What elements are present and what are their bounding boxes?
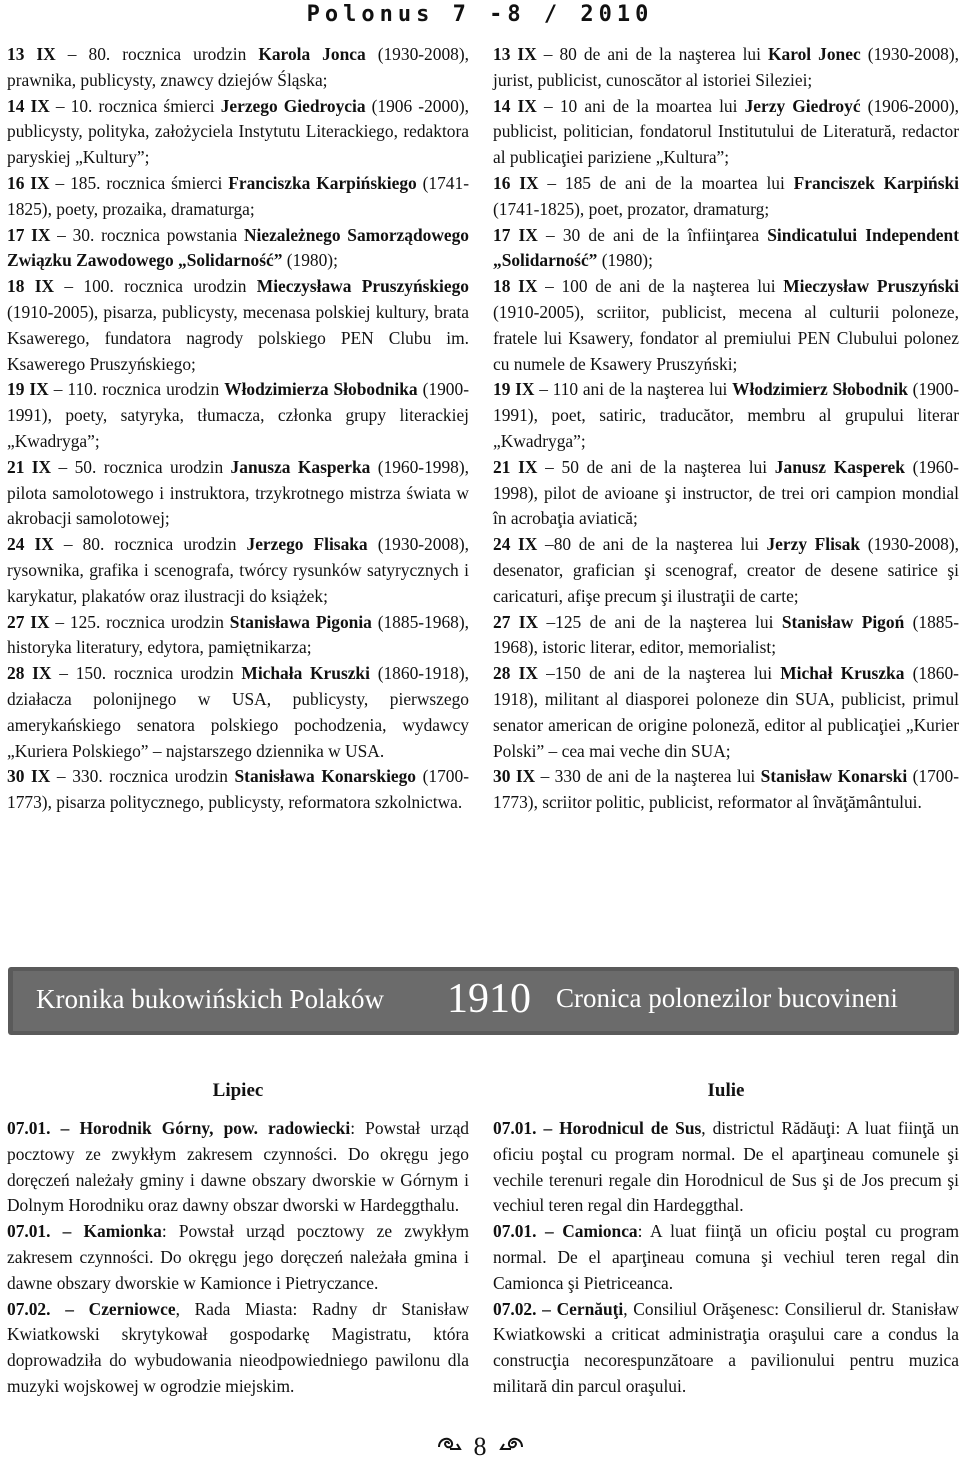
entry-paragraph xyxy=(493,532,959,609)
entry-text: (1900-1991), poety, satyryka, tłumacza, członka grupy literackiej „Kwadryga”; xyxy=(7,379,469,451)
entry-text: – 80 de ani de la naşterea lui xyxy=(536,44,768,64)
entry-name: Stanisława Konarskiego xyxy=(234,766,417,787)
running-header xyxy=(0,0,960,28)
entry-text: (1700-1773), scriitor politic, publicist, reformator al învăţământului. xyxy=(493,766,959,813)
entry-date: 24 IX xyxy=(7,534,54,555)
entry-name: Jerzego Giedroycia xyxy=(220,95,366,116)
entry-name: Sindicatului Independent „Solidarność” xyxy=(493,224,959,271)
snail-ornament-icon xyxy=(436,1433,462,1461)
entry-text: – 185. rocznica śmierci xyxy=(49,172,229,193)
entry-text: (1960-1998), pilot de avioane şi instructor, de trei ori campion mondial în acrobaţia aviatică; xyxy=(493,456,959,529)
entry-text: (1860-1918), militant al diasporei poloneze din SUA, publicist, primul senator american de origine poloneză, editor al publicaţiei „Kurier Polski” – cea mai veche din SUA; xyxy=(493,663,959,761)
entry-paragraph xyxy=(493,1116,959,1219)
entry-paragraph xyxy=(493,171,959,223)
entry-date: 07.01. – Horodnicul de Sus xyxy=(493,1118,702,1138)
entry-text: – 10 ani de la moartea lui xyxy=(536,95,745,116)
month-heading-polish: Lipiec xyxy=(212,1080,264,1101)
entry-name: Niezależnego Samorządowego Związku Zawodowego „Solidarność” xyxy=(7,224,469,271)
entry-text: (1741-1825), poety, prozaika, dramaturga; xyxy=(7,172,469,219)
entry-text: (1980); xyxy=(597,250,653,271)
entry-paragraph xyxy=(493,455,959,532)
entry-text: (1930-2008), desenator, grafician şi scenograf, creator de desene satirice şi caricaturi, afişe precum şi ilustraţii de carte; xyxy=(493,534,959,606)
entry-name: Michał Kruszka xyxy=(780,663,905,684)
entry-name: Stanisław Pigoń xyxy=(781,611,905,632)
entry-text: (1910-2005), pisarza, publicysty, mecenasa polskiej kultury, brata Ksawerego, fundatora nagrody polskiego PEN Clubu im. Ksawerego Pruszyńskiego; xyxy=(7,301,469,374)
entry-paragraph xyxy=(493,223,959,275)
entry-date: 18 IX xyxy=(7,276,55,297)
chronicle-romanian xyxy=(493,1116,959,1400)
entry-date: 17 IX xyxy=(7,224,51,245)
entry-paragraph xyxy=(7,1297,469,1400)
entry-date: 07.01. – Horodnik Górny, pow. radowiecki xyxy=(7,1118,351,1138)
entry-date: 21 IX xyxy=(493,456,538,477)
entry-paragraph xyxy=(493,764,959,816)
entry-paragraph xyxy=(7,42,469,94)
month-heading-romanian: Iulie xyxy=(707,1080,745,1101)
entry-paragraph xyxy=(7,764,469,816)
entry-text: – 100. rocznica urodzin xyxy=(54,276,257,297)
entry-date: 28 IX xyxy=(7,663,52,684)
entry-name: Włodzimierz Słobodnik xyxy=(732,379,908,400)
entry-paragraph xyxy=(493,1219,959,1296)
entry-date: 21 IX xyxy=(7,456,52,477)
entry-date: 14 IX xyxy=(493,95,537,116)
entry-name: Franciszek Karpiński xyxy=(793,172,959,193)
entry-name: Michała Kruszki xyxy=(241,663,370,684)
entry-text: – 30. rocznica powstania xyxy=(50,224,244,245)
entry-name: Włodzimierza Słobodnika xyxy=(224,379,418,400)
entry-name: Karol Jonec xyxy=(767,44,861,64)
entry-date: 14 IX xyxy=(7,95,50,116)
entry-paragraph xyxy=(7,171,469,223)
entry-text: (1930-2008), jurist, publicist, cunoscător al istoriei Sileziei; xyxy=(493,44,959,90)
entry-date: 24 IX xyxy=(493,534,538,555)
entry-text: (1980); xyxy=(282,250,338,271)
entry-text: , districtul Rădăuţi: A luat fiinţă un oficiu poştal cu program normal. De el aparţineau comunele şi vechile terenuri regale din Horodnicul de Sus şi de Jos precum şi vechiul teren regal din Hardeggthal. xyxy=(493,1118,959,1216)
entry-paragraph xyxy=(493,1297,959,1400)
entry-text: (1960-1998), pilota samolotowego i instruktora, trzykrotnego mistrza świata w akrobacji samolotowej; xyxy=(7,456,470,529)
anniversaries-romanian xyxy=(493,42,959,816)
entry-text: (1741-1825), poet, prozator, dramaturg; xyxy=(493,198,770,219)
entry-text: (1885-1968), historyka literatury, edytora, pamiętnikarza; xyxy=(7,611,469,658)
entry-text: – 330 de ani de la naşterea lui xyxy=(535,766,761,787)
entry-date: 18 IX xyxy=(493,276,538,297)
entry-paragraph xyxy=(7,1116,469,1219)
entry-text: – 110. rocznica urodzin xyxy=(48,379,225,400)
entry-date: 07.01. – Kamionka xyxy=(7,1221,162,1242)
entry-paragraph xyxy=(7,274,469,377)
entry-date: 30 IX xyxy=(493,766,536,787)
snail-ornament-icon xyxy=(499,1433,525,1461)
entry-paragraph xyxy=(7,94,469,171)
entry-text: , Consiliul Orăşenesc: Consilierul dr. Stanisław Kwiatkowski a criticat administraţia oraşului care a condus la construcţia necorespunzătoare a pavilionului pentru muzica militară din parcul oraşului. xyxy=(493,1298,959,1396)
entry-paragraph xyxy=(7,377,469,454)
entry-date: 19 IX xyxy=(7,379,49,400)
entry-text: (1900-1991), poet, satiric, traducător, membru al grupului literar „Kwadryga”; xyxy=(493,379,959,451)
entry-text: –80 de ani de la naşterea lui xyxy=(537,534,767,555)
entry-text: – 110 ani de la naşterea lui xyxy=(534,379,733,400)
entry-paragraph xyxy=(7,532,469,609)
entry-paragraph xyxy=(493,42,959,94)
entry-text: : Powstał urząd pocztowy ze zwykłym zakresem czynności. Do okręgu jego doręczeń należały gminy i dawne obszary dworskie w Górnym i Dolnym Horodniku oraz dawny obszar dworski w Hardeggthalu. xyxy=(7,1118,469,1216)
entry-date: 07.02. – Cernăuţi xyxy=(493,1298,624,1319)
entry-text: – 100 de ani de la naşterea lui xyxy=(537,276,784,297)
entry-paragraph xyxy=(7,610,469,662)
page-footer xyxy=(400,1432,560,1468)
entry-date: 13 IX xyxy=(7,44,56,64)
entry-text: – 80. rocznica urodzin xyxy=(53,534,247,555)
entry-text: : Powstał urząd pocztowy ze zwykłym zakresem czynności. Do okręgu jego doręczeń należała gmina i dawne obszary dworskie w Kamionce i Pietryczance. xyxy=(7,1221,469,1293)
entry-text: –125 de ani de la naşterea lui xyxy=(538,611,782,632)
entry-paragraph xyxy=(493,610,959,662)
chronicle-polish xyxy=(7,1116,469,1400)
entry-date: 16 IX xyxy=(7,172,50,193)
entry-name: Franciszka Karpińskiego xyxy=(228,172,417,193)
entry-text: (1906-2000), publicist, politician, fondatorul Institutului de Literatură, redactor al publicaţiei pariziene „Kultura”; xyxy=(493,95,959,168)
entry-paragraph xyxy=(493,94,959,171)
entry-text: – 80. rocznica urodzin xyxy=(55,44,259,64)
entry-text: (1700-1773), pisarza politycznego, publicysty, reformatora szkolnictwa. xyxy=(7,766,469,813)
entry-text: – 185 de ani de la moartea lui xyxy=(538,172,794,193)
entry-name: Janusz Kasperek xyxy=(774,456,905,477)
banner-title-polish: Kronika bukowińskich Polaków xyxy=(36,984,384,1014)
entry-text: –150 de ani de la naşterea lui xyxy=(537,663,781,684)
entry-text: – 330. rocznica urodzin xyxy=(50,766,235,787)
entry-name: Janusza Kasperka xyxy=(230,456,371,477)
entry-paragraph xyxy=(493,377,959,454)
entry-text: (1930-2008), prawnika, publicysty, znawcy dziejów Śląska; xyxy=(7,44,469,90)
entry-date: 27 IX xyxy=(7,611,50,632)
entry-text: – 150. rocznica urodzin xyxy=(51,663,242,684)
entry-text: (1930-2008), rysownika, grafika i scenografa, twórcy rysunków satyrycznych i karykatur, plakatów oraz ilustracji do książek; xyxy=(7,534,469,606)
entry-date: 07.02. – Czerniowce xyxy=(7,1298,176,1319)
entry-text: (1885-1968), istoric literar, editor, memorialist; xyxy=(493,611,959,658)
entry-paragraph xyxy=(7,661,469,764)
entry-text: : A luat fiinţă un oficiu poştal cu program normal. De el aparţineau comuna şi vechiul teren regal din Camionca şi Pietriceanca. xyxy=(493,1221,959,1293)
entry-date: 07.01. – Camionca xyxy=(493,1221,638,1242)
entry-text: – 30 de ani de la înfiinţarea xyxy=(537,224,768,245)
entry-text: (1860-1918), działacza polonijnego w USA, publicysty, pierwszego amerykańskiego senatora polskiego pochodzenia, wydawcy „Kuriera Polskiego” – najstarszego dziennika w USA. xyxy=(7,663,469,761)
entry-paragraph xyxy=(493,661,959,764)
entry-paragraph xyxy=(7,1219,469,1296)
entry-name: Mieczysław Pruszyński xyxy=(783,276,960,297)
entry-name: Jerzy Giedroyć xyxy=(744,95,861,116)
entry-name: Stanisław Konarski xyxy=(760,766,908,787)
entry-date: 16 IX xyxy=(493,172,539,193)
anniversaries-polish xyxy=(7,42,469,816)
entry-text: – 50. rocznica urodzin xyxy=(51,456,231,477)
page-number: 8 xyxy=(473,1432,487,1461)
chronicle-banner xyxy=(8,967,959,1035)
entry-date: 30 IX xyxy=(7,766,51,787)
entry-paragraph xyxy=(493,274,959,377)
entry-name: Karola Jonca xyxy=(258,44,366,64)
entry-text: – 10. rocznica śmierci xyxy=(49,95,221,116)
entry-date: 28 IX xyxy=(493,663,538,684)
entry-paragraph xyxy=(7,455,469,532)
entry-date: 19 IX xyxy=(493,379,535,400)
entry-name: Mieczysława Pruszyńskiego xyxy=(256,276,469,297)
entry-date: 17 IX xyxy=(493,224,538,245)
entry-text: – 50 de ani de la naşterea lui xyxy=(537,456,775,477)
entry-name: Stanisława Pigonia xyxy=(229,611,372,632)
entry-text: (1910-2005), scriitor, publicist, mecena al culturii poloneze, fratele lui Ksawery, fondator al premiului PEN Clubului polonez cu numele de Ksawery Pruszyński; xyxy=(493,301,959,374)
banner-title-romanian: Cronica polonezilor bucovineni xyxy=(556,983,898,1013)
banner-year: 1910 xyxy=(447,976,531,1022)
entry-date: 13 IX xyxy=(493,44,537,64)
entry-text: , Rada Miasta: Radny dr Stanisław Kwiatkowski skrytykował gospodarkę Magistratu, która doprowadziła do wybudowania nieodpowiedniego pawilonu dla muzyki wojskowej w ogrodzie miejskim. xyxy=(7,1298,470,1396)
entry-text: (1906 -2000), publicysty, polityka, założyciela Instytutu Literackiego, redaktora paryskiej „Kultury”; xyxy=(7,95,469,168)
entry-paragraph xyxy=(7,223,469,275)
journal-title: Polonus 7 -8 / 2010 xyxy=(306,2,654,27)
entry-name: Jerzy Flisak xyxy=(766,534,861,555)
entry-text: – 125. rocznica urodzin xyxy=(49,611,230,632)
entry-date: 27 IX xyxy=(493,611,539,632)
entry-name: Jerzego Flisaka xyxy=(246,534,368,555)
